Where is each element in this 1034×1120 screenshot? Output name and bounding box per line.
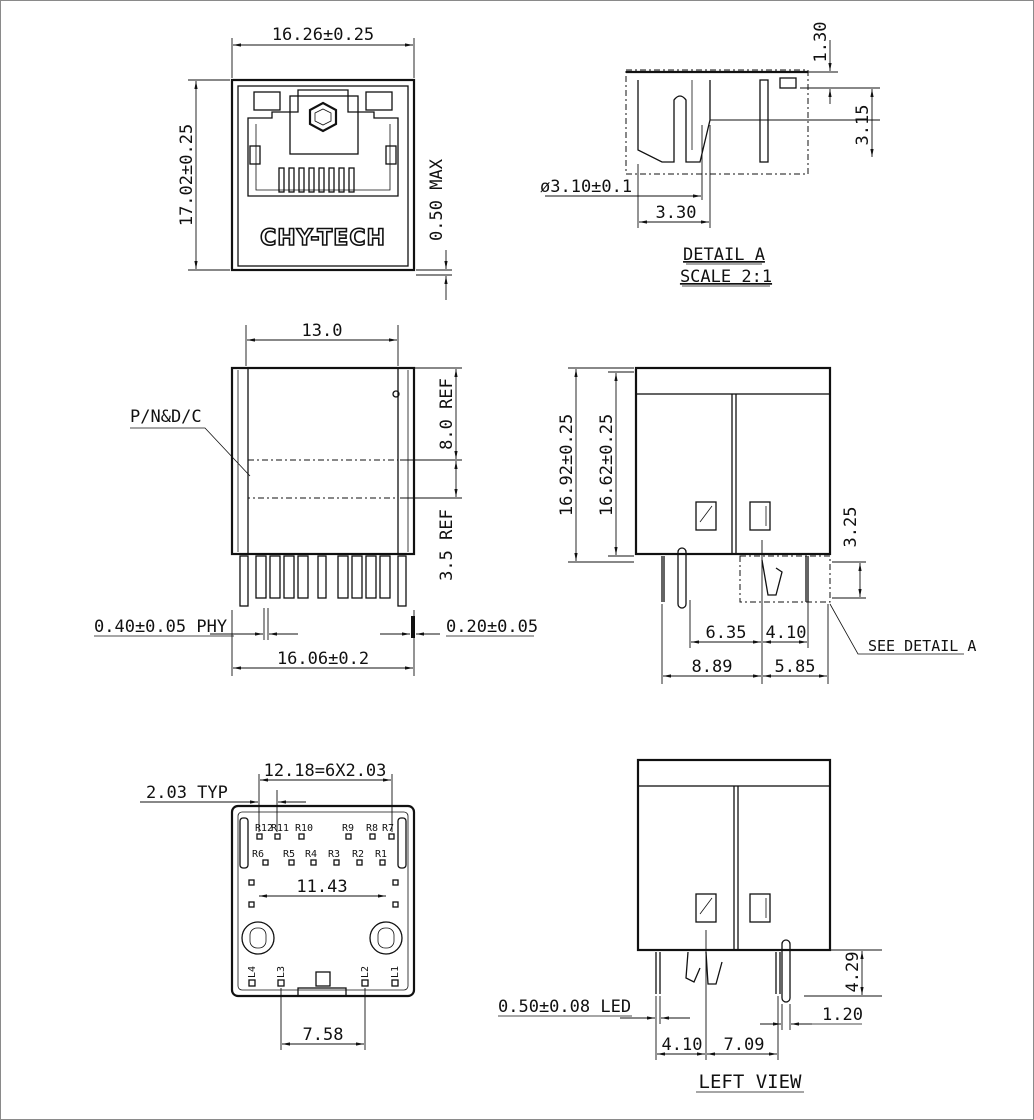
side-dim-585: 5.85 [774,657,816,677]
front-view [177,25,452,300]
left-latch-right [750,894,770,922]
pin-label-r7: R7 [382,823,395,834]
left-dim-709: 7.09 [723,1035,765,1055]
detail-a-marker [740,556,830,602]
top-view [94,321,538,676]
logo-hexagon [310,103,336,131]
side-height-outer: 16.92±0.25 [557,413,577,517]
top-housing-outline [232,368,414,554]
led-spacing-label: 7.58 [302,1025,344,1045]
pin-label-r8: R8 [366,823,379,834]
detail-dim-top: 1.30 [811,21,831,63]
logo-text: CHY-TECH [260,226,386,251]
led-label-l1: L1 [390,965,401,978]
left-dim-410: 4.10 [661,1035,703,1055]
front-width-label: 16.26±0.25 [271,25,375,45]
side-height-inner: 16.62±0.25 [597,413,617,517]
post-spacing-label: 11.43 [296,877,348,897]
bottom-shield-tab-left [240,818,248,868]
detail-a-view [540,22,880,287]
detail-profile [638,80,710,162]
side-tab-right [386,146,396,164]
left-latch-left [696,894,716,922]
detail-hole-label: ø3.10±0.1 [540,177,633,197]
bottom-key [316,972,330,986]
detail-scale: SCALE 2:1 [679,267,773,287]
pin-label-r2: R2 [352,849,365,860]
side-latch-left [696,502,716,530]
side-pin-length: 3.25 [841,506,861,548]
see-detail-callout: SEE DETAIL A [868,637,977,655]
overall-width-label: 16.06±0.2 [276,649,370,669]
detail-pin [760,80,768,162]
pin-label-r5: R5 [283,849,296,860]
led-label-l4: L4 [247,965,258,978]
bottom-shield-tab-right [398,818,406,868]
mounting-post-right [370,922,402,954]
front-height-label: 17.02±0.25 [177,123,197,227]
pin-label-r4: R4 [305,849,318,860]
side-dim-889: 8.89 [691,657,733,677]
pin-label-r11: R11 [271,823,290,834]
left-top-band [638,760,830,786]
top-width-label: 13.0 [301,321,343,341]
led-window-left [254,92,280,110]
side-top-band [636,368,830,394]
detail-dim-right: 3.15 [853,104,873,146]
plug-opening-inner [256,124,390,190]
led-window-right [366,92,392,110]
top-body [248,368,398,554]
pin-row-1 [257,834,394,839]
dim-8-ref: 8.0 REF [437,378,457,450]
label-area [248,460,398,498]
front-contacts [279,168,354,192]
led-label-l2: L2 [360,965,371,978]
mounting-post-left [242,922,274,954]
detail-boundary [626,70,808,174]
side-view [557,368,976,684]
pitch-total-label: 12.18=6X2.03 [263,761,387,781]
side-tab-left [250,146,260,164]
pin-width-label: 0.40±0.05 PHY [94,617,228,637]
pin-label-r9: R9 [342,823,355,834]
pin-thickness-label: 0.20±0.05 [446,617,539,637]
detail-dim-bottom: 3.30 [655,203,697,223]
top-pins [240,556,406,606]
left-view [498,760,882,1093]
label-area-callout: P/N&D/C [130,407,202,427]
pin-label-r1: R1 [375,849,388,860]
left-dim-120: 1.20 [822,1005,863,1025]
pin-label-r10: R10 [295,823,314,834]
logo-hexagon-inner [315,109,331,125]
pin-row-2 [263,860,385,865]
dim-35-ref: 3.5 REF [437,509,457,581]
pin-label-r3: R3 [328,849,341,860]
led-pin-label: 0.50±0.08 LED [498,997,632,1017]
bottom-view [140,761,414,1050]
detail-title: DETAIL A [683,245,765,265]
side-dim-635: 6.35 [705,623,747,643]
standoff-label: 0.50 MAX [427,159,447,241]
left-view-title: LEFT VIEW [698,1071,802,1093]
side-housing-outline [636,368,830,554]
plug-opening [248,90,398,196]
left-dim-429: 4.29 [843,951,863,993]
side-latch-right [750,502,770,530]
pin-label-r6: R6 [252,849,265,860]
led-label-l3: L3 [276,965,287,978]
pitch-typ-label: 2.03 TYP [146,783,228,803]
side-dim-410: 4.10 [765,623,807,643]
pin-label-r12: R12 [255,823,274,834]
side-post [678,548,686,608]
